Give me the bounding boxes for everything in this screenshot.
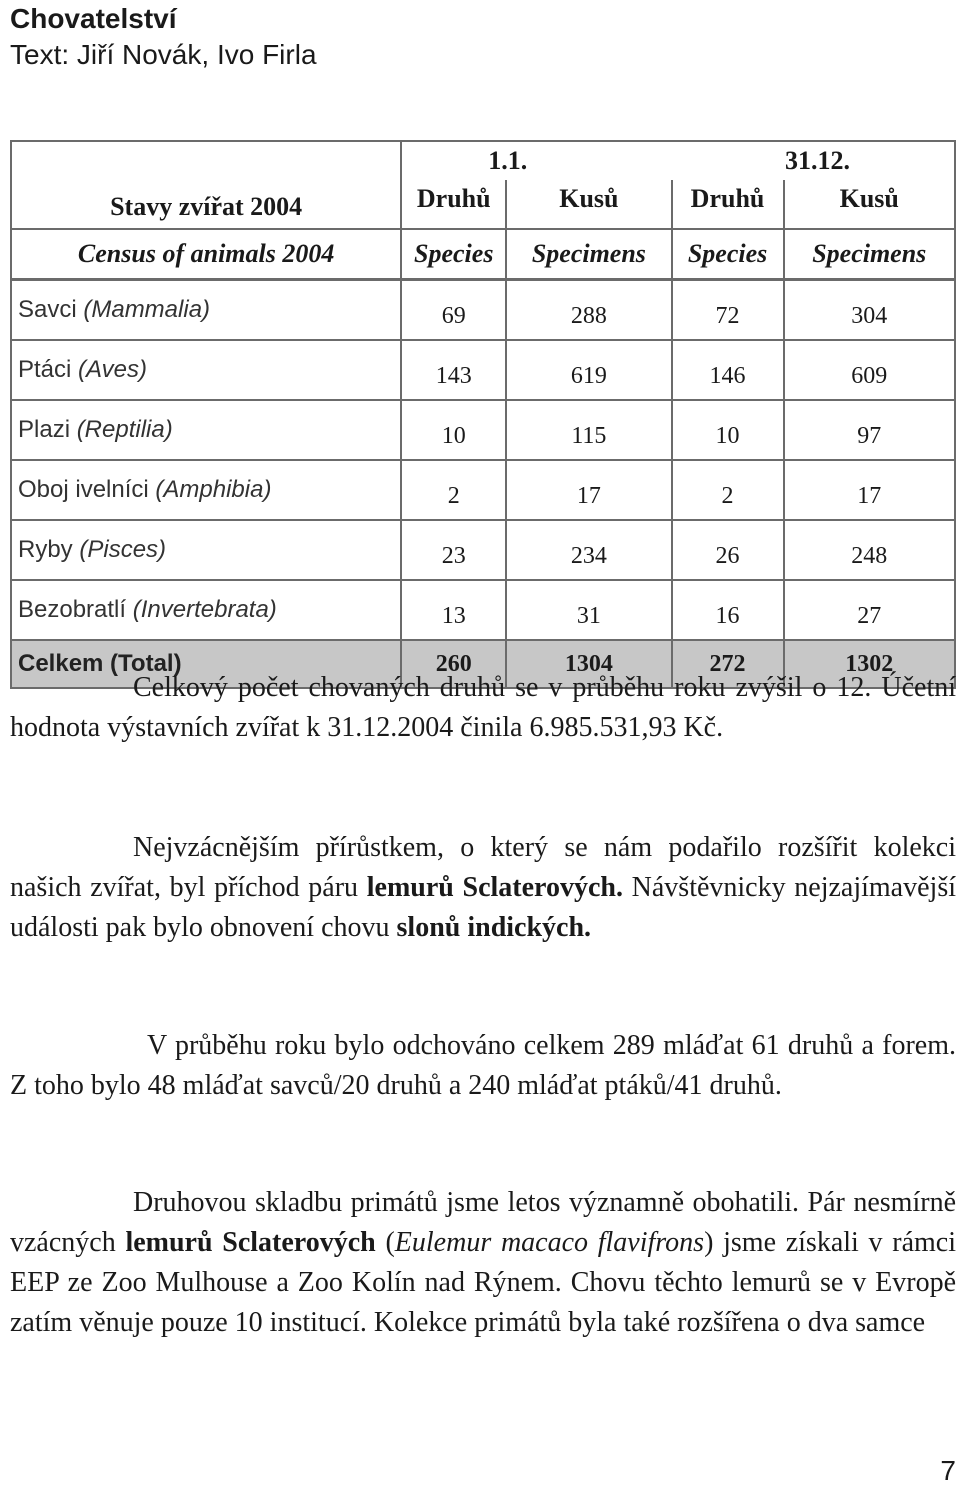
col-species-end: Species	[672, 229, 784, 280]
cell-value: 17	[784, 460, 956, 520]
cell-value: 304	[784, 280, 956, 341]
total-label: Celkem (Total)	[11, 640, 401, 688]
table-row	[11, 400, 955, 460]
col-specimens-start: Specimens	[506, 229, 671, 280]
col-specimens-end: Specimens	[784, 229, 956, 280]
cell-value: 27	[784, 580, 956, 640]
cell-value: 2	[672, 460, 784, 520]
census-table	[10, 140, 956, 689]
total-value: 260	[401, 640, 506, 688]
row-label: Bezobratlí (Invertebrata)	[11, 580, 401, 640]
cell-value: 17	[506, 460, 671, 520]
table-row	[11, 340, 955, 400]
col-species-start: Species	[401, 229, 506, 280]
cell-value: 115	[506, 400, 671, 460]
emphasis-elephants: slonů indických.	[396, 912, 592, 943]
row-label: Plazi (Reptilia)	[11, 400, 401, 460]
row-label: Oboj ivelníci (Amphibia)	[11, 460, 401, 520]
emphasis-lemurs-2: lemurů Sclaterových	[125, 1227, 376, 1258]
cell-value: 23	[401, 520, 506, 580]
cell-value: 10	[672, 400, 784, 460]
table-header-en	[11, 229, 955, 280]
latin-name: Eulemur macaco flavifrons	[394, 1227, 705, 1258]
row-label: Savci (Mammalia)	[11, 280, 401, 341]
cell-value: 69	[401, 280, 506, 341]
cell-value: 26	[672, 520, 784, 580]
cell-value: 143	[401, 340, 506, 400]
section-title: Chovatelství	[10, 3, 177, 34]
cell-value: 72	[672, 280, 784, 341]
date-end: 31.12.	[785, 146, 850, 175]
cell-value: 234	[506, 520, 671, 580]
cell-value: 31	[506, 580, 671, 640]
table-row	[11, 580, 955, 640]
authors-line: Text: Jiří Novák, Ivo Firla	[10, 39, 317, 70]
cell-value: 609	[784, 340, 956, 400]
row-label: Ptáci (Aves)	[11, 340, 401, 400]
col-kusu-end: Kusů	[784, 180, 956, 229]
paragraph-species-count: Celkový počet chovaných druhů se v průběhu roku zvýšil o 12. Účetní hodnota výstavních zvířat k 31.12.2004 činila 6.985.531,93 Kč.	[10, 672, 956, 743]
page-heading	[10, 2, 317, 74]
cell-value: 146	[672, 340, 784, 400]
table-header-dates	[11, 141, 955, 180]
cell-value: 248	[784, 520, 956, 580]
date-header	[401, 141, 955, 180]
cell-value: 288	[506, 280, 671, 341]
cell-value: 10	[401, 400, 506, 460]
cell-value: 16	[672, 580, 784, 640]
cell-value: 97	[784, 400, 956, 460]
cell-value: 2	[401, 460, 506, 520]
date-start: 1.1.	[488, 146, 528, 175]
table-title-cs: Stavy zvířat 2004	[11, 141, 401, 229]
col-druhu-start: Druhů	[401, 180, 506, 229]
table-row	[11, 280, 955, 341]
total-value: 1302	[784, 640, 956, 688]
table-row	[11, 520, 955, 580]
col-kusu-start: Kusů	[506, 180, 671, 229]
table-row	[11, 460, 955, 520]
paragraph-primates: Druhovou skladbu primátů jsme letos významně obohatili. Pár nesmírně vzácných lemurů Sclaterových (Eulemur macaco flavifrons) jsme získali v rámci EEP ze Zoo Mulhouse a Zoo Kolín nad Rýnem. Chovu těchto lemurů se v Evropě zatím věnuje pouze 10 institucí. Kolekce primátů byla také rozšířena o dva samce	[10, 1187, 957, 1338]
page-number: 7	[940, 1455, 956, 1486]
col-druhu-end: Druhů	[672, 180, 784, 229]
cell-value: 13	[401, 580, 506, 640]
emphasis-lemurs: lemurů Sclaterových.	[366, 872, 623, 903]
paragraph-acquisitions: Nejvzácnějším přírůstkem, o který se nám podařilo rozšířit kolekci našich zvířat, byl příchod páru lemurů Sclaterových. Návštěvnicky nejzajímavější události pak bylo obnovení chovu slonů indických.	[10, 832, 956, 943]
row-label: Ryby (Pisces)	[11, 520, 401, 580]
paragraph-offspring: V průběhu roku bylo odchováno celkem 289 mláďat 61 druhů a forem. Z toho bylo 48 mláďat savců/20 druhů a 240 mláďat ptáků/41 druhů.	[10, 1030, 956, 1101]
total-value: 1304	[506, 640, 671, 688]
cell-value: 619	[506, 340, 671, 400]
total-value: 272	[672, 640, 784, 688]
table-title-en: Census of animals 2004	[11, 229, 401, 280]
